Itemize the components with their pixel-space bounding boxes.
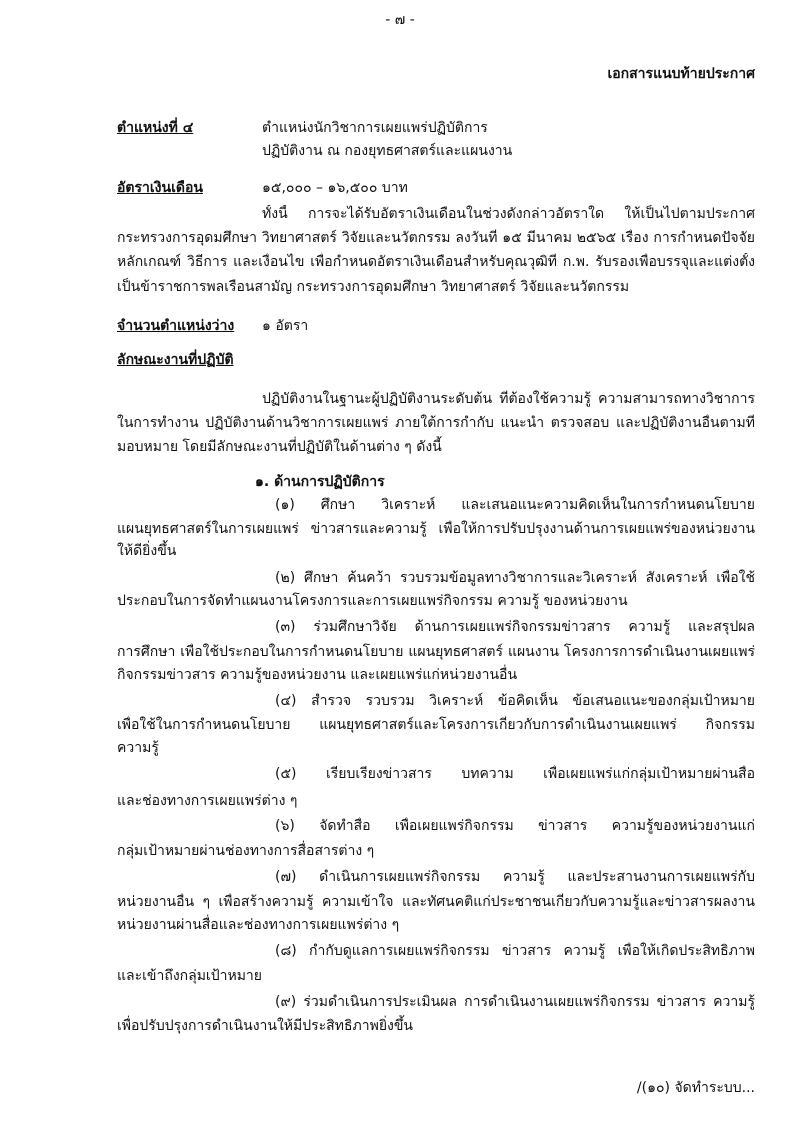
duty-line: (๙) ร่วมดำเนินการประเมินผล การดำเนินงานเผยแพร่กิจกรรม ข่าวสาร ความรู้ xyxy=(275,994,755,1010)
duty-line: ประกอบในการจัดทำแผนงานโครงการและการเผยแพร่กิจกรรม ความรู้ ของหน่วยงาน xyxy=(117,593,628,609)
salary-note-line: เป็นข้าราชการพลเรือนสามัญ กระทรวงการอุดมศึกษา วิทยาศาสตร์ วิจัยและนวัตกรรม xyxy=(117,279,630,295)
duty-line: (๖) จัดทำสื่อ เพื่อเผยแพร่กิจกรรม ข่าวสาร ความรู้ของหน่วยงานแก่ xyxy=(275,818,755,834)
duty-line: (๓) ร่วมศึกษาวิจัย ด้านการเผยแพร่กิจกรรมข่าวสาร ความรู้ และสรุปผล xyxy=(275,619,755,635)
duty-line: (๒) ศึกษา ค้นคว้า รวบรวมข้อมูลทางวิชาการและวิเคราะห์ สังเคราะห์ เพื่อใช้ xyxy=(275,570,755,586)
position-location: ปฏิบัติงาน ณ กองยุทธศาสตร์และแผนงาน xyxy=(262,143,513,159)
duty-line: (๗) ดำเนินการเผยแพร่กิจกรรม ความรู้ และประสานงานการเผยแพร่กับ xyxy=(275,869,755,885)
duty-line: (๕) เรียบเรียงข่าวสาร บทความ เพื่อเผยแพร่แก่กลุ่มเป้าหมายผ่านสื่อ xyxy=(275,766,755,782)
duty-line: กลุ่มเป้าหมายผ่านช่องทางการสื่อสารต่าง ๆ xyxy=(117,843,375,859)
duty-line: แผนยุทธศาสตร์ในการเผยแพร่ ข่าวสารและความรู้ เพื่อให้การปรับปรุงงานด้านการเผยแพร่ของหน่วยงาน xyxy=(117,521,755,537)
duty-line: กิจกรรมข่าวสาร ความรู้ของหน่วยงาน และเผยแพร่แก่หน่วยงานอื่น xyxy=(117,667,518,683)
duty-line: และช่องทางการเผยแพร่ต่าง ๆ xyxy=(117,793,298,809)
continuation-note: /(๑๐) จัดทำระบบ... xyxy=(636,1080,755,1096)
duty-line: หน่วยงานผ่านสื่อและช่องทางการเผยแพร่ต่าง ๆ xyxy=(117,917,400,933)
duty-line: และเข้าถึงกลุ่มเป้าหมาย xyxy=(117,968,262,984)
duty-line: (๑) ศึกษา วิเคราะห์ และเสนอแนะความคิดเห็นในการกำหนดนโยบาย xyxy=(275,497,755,513)
duty-line: การศึกษา เพื่อใช้ประกอบในการกำหนดนโยบาย แผนยุทธศาสตร์ แผนงาน โครงการการดำเนินงานเผยแพร่ xyxy=(117,644,755,660)
duty-line: (๔) สำรวจ รวบรวม วิเคราะห์ ข้อคิดเห็น ข้อเสนอแนะของกลุ่มเป้าหมาย xyxy=(275,693,755,709)
duty-line: (๘) กำกับดูแลการเผยแพร่กิจกรรม ข่าวสาร ความรู้ เพื่อให้เกิดประสิทธิภาพ xyxy=(275,943,755,959)
salary-value: ๑๕,๐๐๐ – ๑๖,๕๐๐ บาท xyxy=(262,180,408,196)
vacancy-label: จำนวนตำแหน่งว่าง xyxy=(117,318,235,334)
attachment-header: เอกสารแนบท้ายประกาศ xyxy=(607,66,755,82)
duty-line: เพื่อปรับปรุงการดำเนินงานให้มีประสิทธิภาพยิ่งขึ้น xyxy=(117,1018,413,1034)
section-title: ๑. ด้านการปฏิบัติการ xyxy=(255,474,385,490)
duty-line: เพื่อใช้ในการกำหนดนโยบาย แผนยุทธศาสตร์และโครงการเกี่ยวกับการดำเนินงานเผยแพร่ กิจกรรม xyxy=(117,717,755,733)
salary-note-line: กระทรวงการอุดมศึกษา วิทยาศาสตร์ วิจัยและนวัตกรรม ลงวันที่ ๑๕ มีนาคม ๒๕๖๕ เรื่อง การกำหนดปัจจัย xyxy=(117,230,755,246)
salary-note-line: ทั้งนี้ การจะได้รับอัตราเงินเดือนในช่วงดังกล่าวอัตราใด ให้เป็นไปตามประกาศ xyxy=(262,206,755,222)
duty-line: ให้ดียิ่งขึ้น xyxy=(117,543,177,559)
salary-note-line: หลักเกณฑ์ วิธีการ และเงื่อนไข เพื่อกำหนดอัตราเงินเดือนสำหรับคุณวุฒิที่ ก.พ. รับรองเพื่อบรรจุและแต่งตั้ง xyxy=(117,254,755,270)
duties-intro-line: มอบหมาย โดยมีลักษณะงานที่ปฏิบัติในด้านต่าง ๆ ดังนี้ xyxy=(117,439,442,455)
duties-intro-line: ในการทำงาน ปฏิบัติงานด้านวิชาการเผยแพร่ ภายใต้การกำกับ แนะนำ ตรวจสอบ และปฏิบัติงานอื่นตามที่ xyxy=(117,415,755,431)
duties-label: ลักษณะงานที่ปฏิบัติ xyxy=(117,352,234,368)
duty-line: หน่วยงานอื่น ๆ เพื่อสร้างความรู้ ความเข้าใจ และทัศนคติแก่ประชาชนเกี่ยวกับความรู้และข่าวสารผลงาน xyxy=(117,894,755,910)
position-label: ตำแหน่งที่ ๔ xyxy=(117,120,194,136)
duty-line: ความรู้ xyxy=(117,740,159,756)
duties-intro-line: ปฏิบัติงานในฐานะผู้ปฏิบัติงานระดับต้น ที่ต้องใช้ความรู้ ความสามารถทางวิชาการ xyxy=(262,391,755,407)
salary-label: อัตราเงินเดือน xyxy=(117,180,203,196)
position-title: ตำแหน่งนักวิชาการเผยแพร่ปฏิบัติการ xyxy=(262,120,488,136)
page-number: - ๗ - xyxy=(385,12,415,28)
vacancy-value: ๑ อัตรา xyxy=(262,318,309,334)
